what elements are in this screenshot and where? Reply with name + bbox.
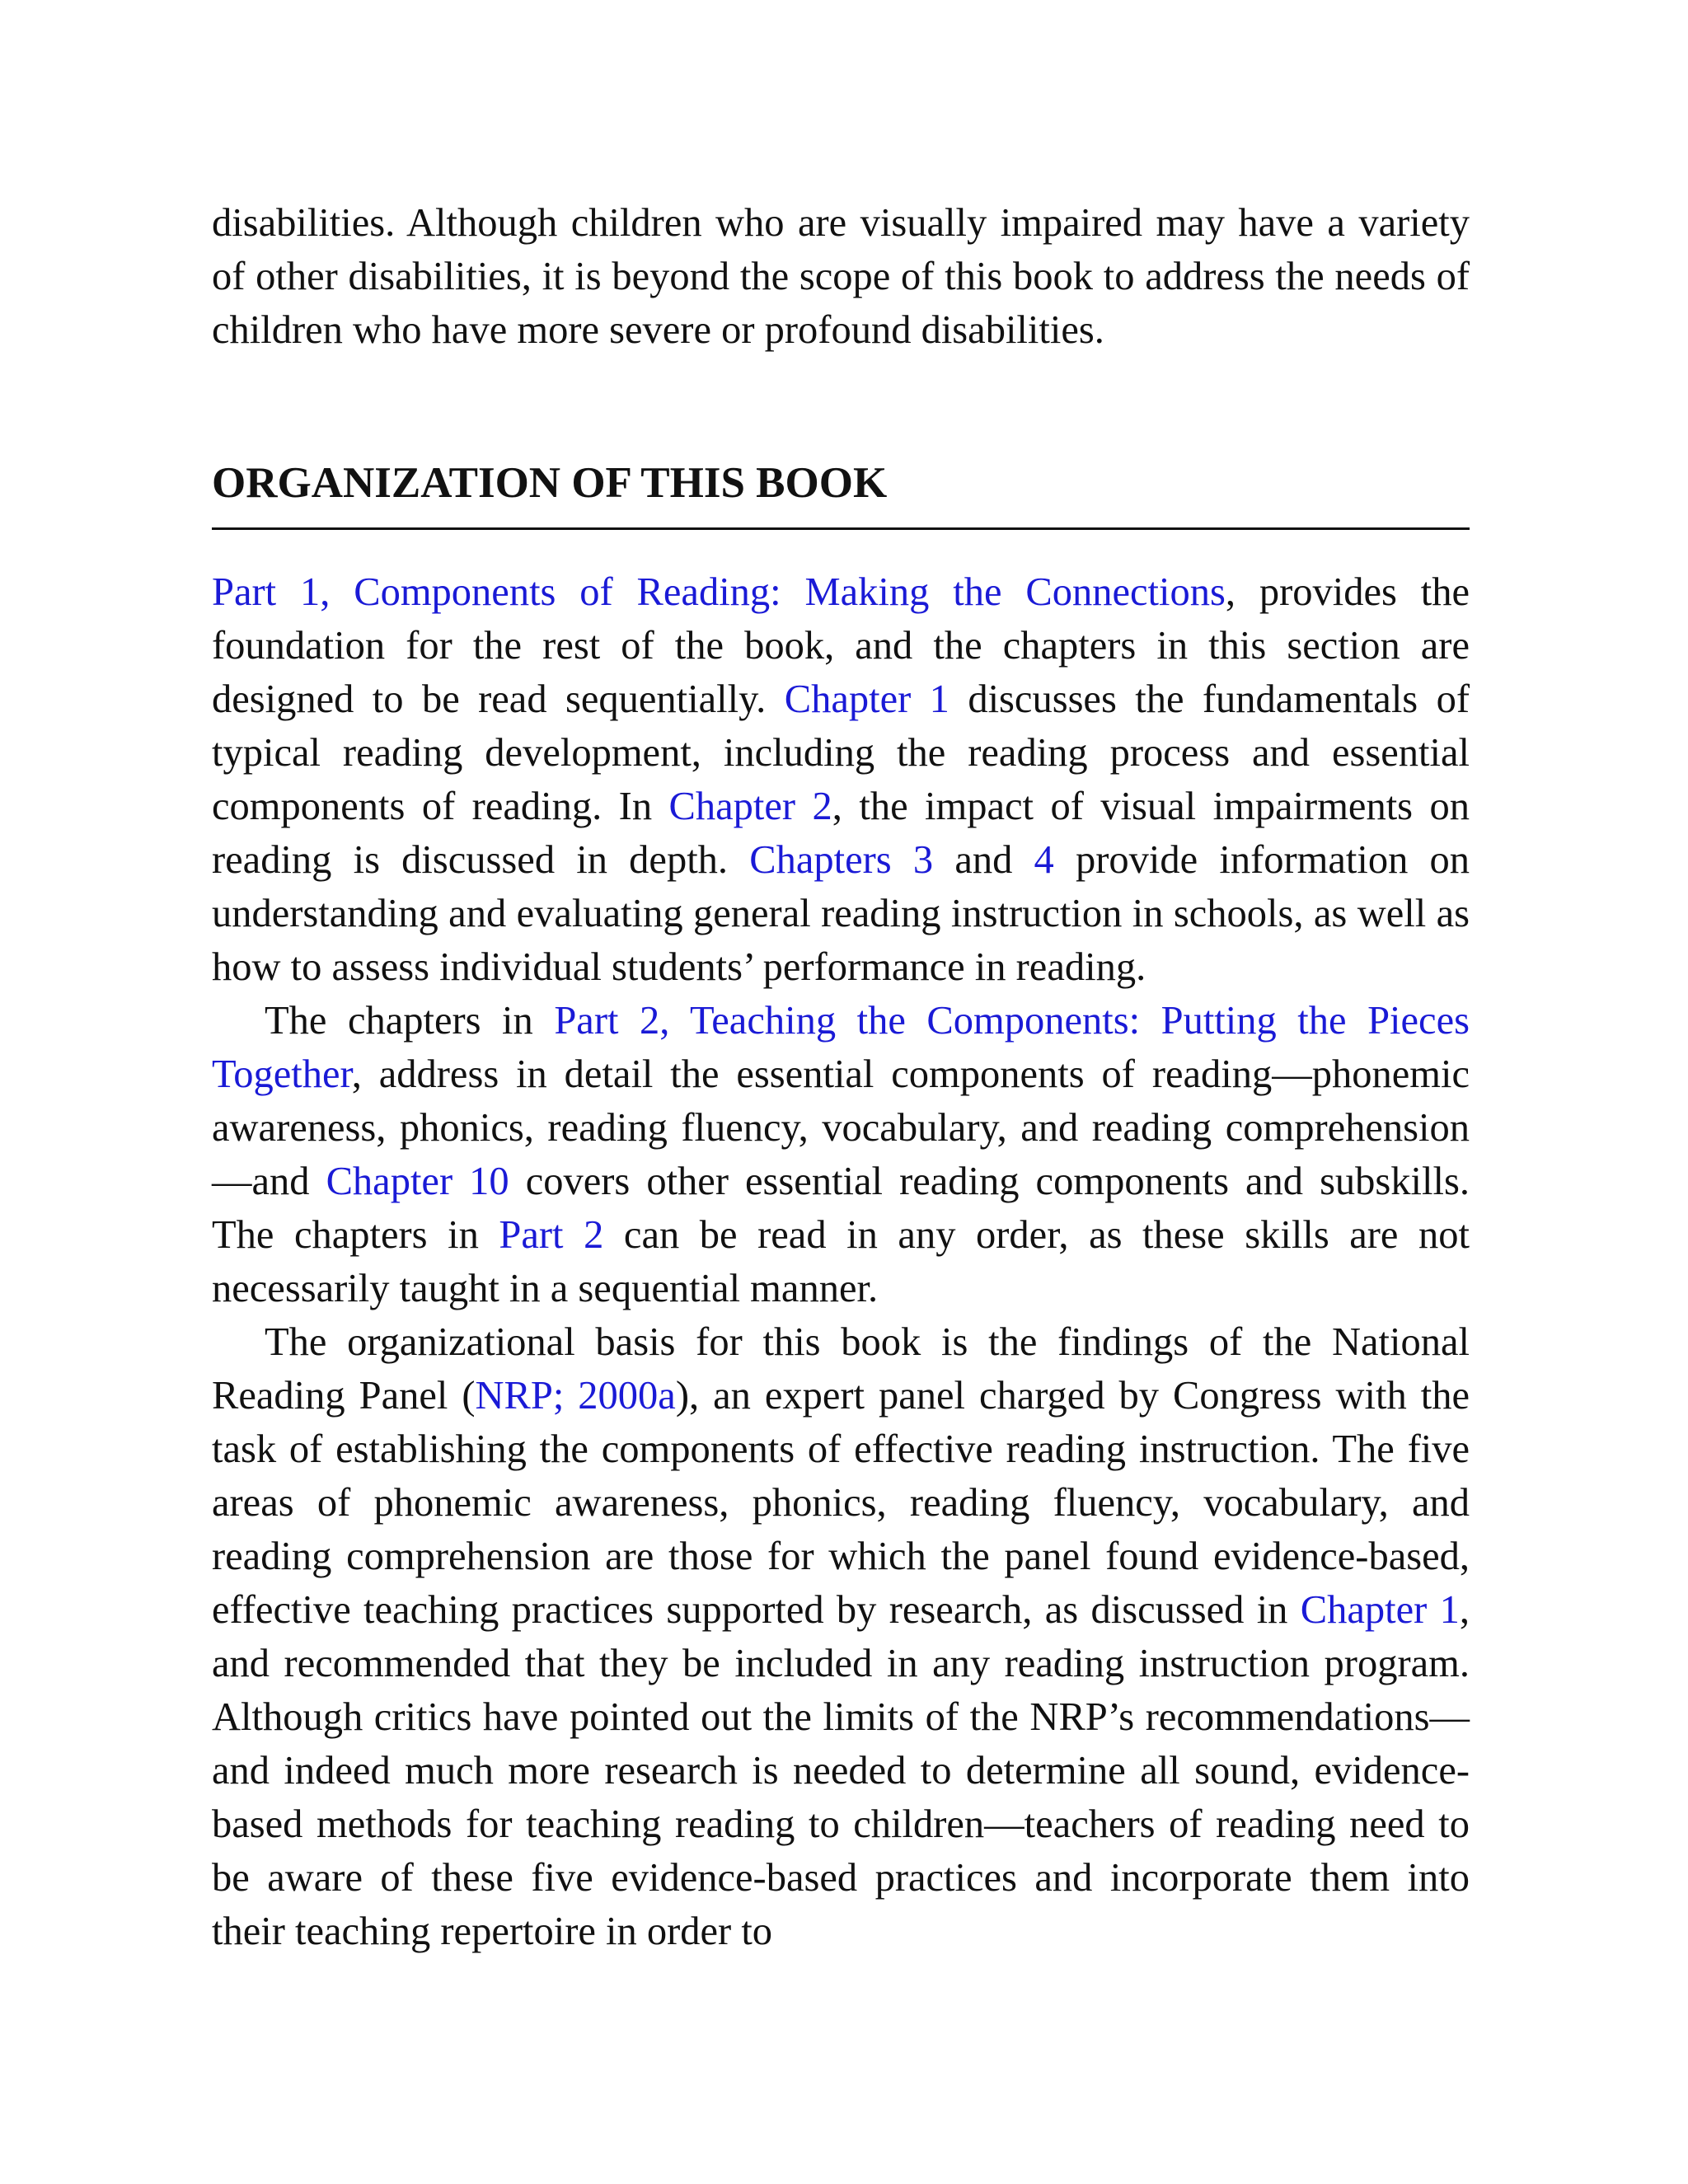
text-span: , the impact of visual impairments on reading is discussed in depth. bbox=[212, 785, 1470, 882]
section-heading: ORGANIZATION OF THIS BOOK bbox=[212, 459, 888, 507]
link-part-1[interactable]: Part 1, Components of Reading: Making the Connections bbox=[212, 570, 1226, 614]
text-span: , provides the foundation for the rest of the book, and the chapters in this section are designed to be read sequentially. bbox=[212, 570, 1470, 721]
link-part-2[interactable]: Part 2, Teaching the Components: Putting the Pieces Together bbox=[212, 999, 1470, 1096]
intro-paragraph: disabilities. Although children who are visually impaired may have a variety of other disabilities, it is beyond the scope of this book to address the needs of children who have more severe or profound disabilities. bbox=[212, 201, 1470, 352]
text-span: ), an expert panel charged by Congress with the task of establishing the components of effective reading instruction. The five areas of phonemic awareness, phonics, reading fluency, vocabulary, and reading comprehension are those for which the panel found evidence-based, effective teaching practices supported by research, as discussed in bbox=[212, 1374, 1470, 1632]
link-chapter-10[interactable]: Chapter 10 bbox=[326, 1160, 509, 1203]
text-span: and bbox=[933, 838, 1034, 882]
text-span: The organizational basis for this book is the findings of the National Reading Panel ( bbox=[212, 1320, 1470, 1418]
section-body bbox=[212, 565, 1470, 1958]
text-span: , and recommended that they be included in any reading instruction program. Although critics have pointed out the limits of the NRP’s recommendations—and indeed much more research is needed to determine all sound, evidence-based methods for teaching reading to children—teachers of reading need to be aware of these five evidence-based practices and incorporate them into their teaching repertoire in order to bbox=[212, 1588, 1470, 1953]
text-span: provide information on understanding and evaluating general reading instruction in schools, as well as how to assess individual students’ performance in reading. bbox=[212, 838, 1470, 989]
link-chapter-4[interactable]: 4 bbox=[1034, 838, 1054, 882]
link-chapter-1[interactable]: Chapter 1 bbox=[784, 677, 950, 721]
paragraph-part1-overview bbox=[212, 565, 1470, 994]
link-chapter-2[interactable]: Chapter 2 bbox=[668, 785, 832, 828]
link-part-2-short[interactable]: Part 2 bbox=[499, 1213, 604, 1257]
text-span: The chapters in bbox=[265, 999, 555, 1043]
text-span: discusses the fundamentals of typical reading development, including the reading process and essential components of reading. In bbox=[212, 677, 1470, 828]
text-span: can be read in any order, as these skills are not necessarily taught in a sequential manner. bbox=[212, 1213, 1470, 1310]
heading-rule bbox=[212, 527, 1470, 530]
link-chapter-3[interactable]: Chapters 3 bbox=[749, 838, 934, 882]
link-nrp-2000a[interactable]: NRP; 2000a bbox=[475, 1374, 676, 1418]
paragraph-part2-overview bbox=[212, 994, 1470, 1315]
link-chapter-1-ref[interactable]: Chapter 1 bbox=[1300, 1588, 1460, 1632]
paragraph-nrp-basis bbox=[212, 1315, 1470, 1958]
text-span: covers other essential reading components and subskills. The chapters in bbox=[212, 1160, 1470, 1257]
text-span: , address in detail the essential components of reading—phonemic awareness, phonics, reading fluency, vocabulary, and reading comprehension—and bbox=[212, 1052, 1470, 1203]
